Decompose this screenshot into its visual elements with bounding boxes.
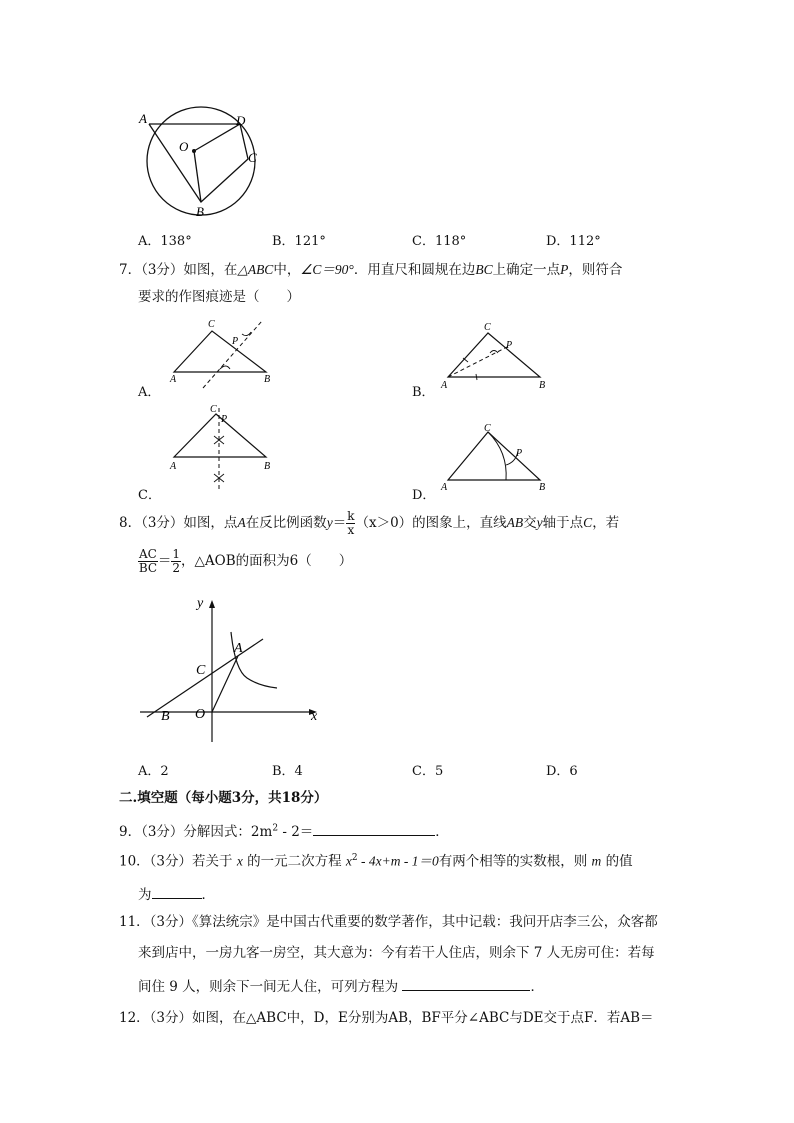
section-title-fill-blank: 二.填空题（每小题3分，共18分） xyxy=(119,790,328,806)
svg-text:y: y xyxy=(197,596,204,611)
q12-stem-line1: 12．（3分）如图，在△ABC中，D，E分别为AB，BF平分∠ABC与DE交于点F．若AB＝ xyxy=(119,1010,654,1026)
q10-stem-line2: 为 ． xyxy=(138,887,215,903)
q6-ob xyxy=(194,151,201,202)
svg-text:C: C xyxy=(484,423,491,434)
q8-stem: 8．（3分）如图，点A在反比例函数y＝ $\frac{k}{x}$ （x＞0）的图象上，直线AB交y轴于点C，若 xyxy=(119,509,620,537)
q6-option-a[interactable]: A．138° xyxy=(138,234,192,249)
q6-label-c: C xyxy=(248,150,257,165)
q6-circle-figure xyxy=(130,105,270,220)
svg-text:A: A xyxy=(441,380,448,390)
svg-text:A: A xyxy=(441,482,448,493)
svg-text:A: A xyxy=(234,641,243,656)
q6-label-a: A xyxy=(139,111,147,126)
q6-label-d: D xyxy=(236,113,246,128)
q6-option-c[interactable]: C．118° xyxy=(412,234,467,249)
q11-stem-line1: 11．（3分）《算法统宗》是中国古代重要的数学著作，其中记载：我问开店李三公，众客都 xyxy=(119,914,658,930)
q10-answer-blank[interactable] xyxy=(152,886,202,899)
q8-fraction-k-x: $\frac{k}{x}$ xyxy=(347,509,355,537)
svg-text:O: O xyxy=(195,707,206,722)
q7-figure-a xyxy=(160,316,275,391)
q8-option-b[interactable]: B．4 xyxy=(272,764,303,779)
q6-quad xyxy=(149,124,248,202)
q9-answer-blank[interactable] xyxy=(313,823,435,836)
svg-text:A: A xyxy=(170,461,177,472)
q7-option-c[interactable]: C． xyxy=(138,488,161,503)
q11-stem-line3: 间住 9 人，则余下一间无人住，可列方程为 ． xyxy=(138,979,544,995)
svg-text:A: A xyxy=(170,374,177,385)
q11-stem-line2: 来到店中，一房九客一房空，其大意为：今有若干人住店，则余下 7 人无房可住：若每 xyxy=(138,945,655,961)
svg-text:P: P xyxy=(232,336,239,347)
q11-answer-blank[interactable] xyxy=(402,978,530,991)
q8-coordinate-figure xyxy=(135,590,335,750)
svg-text:B: B xyxy=(264,461,271,472)
q7-figure-d xyxy=(436,420,551,495)
svg-text:C: C xyxy=(210,404,217,415)
svg-text:C: C xyxy=(208,319,215,330)
q8-line-ab xyxy=(147,639,263,717)
svg-text:C: C xyxy=(484,322,491,333)
svg-text:C: C xyxy=(196,663,206,678)
q8-ratio-fraction: $\frac{AC}{BC}$ xyxy=(138,547,158,575)
svg-text:P: P xyxy=(516,448,523,459)
q6-label-o: O xyxy=(179,139,189,154)
q10-stem: 10．（3分）若关于 x 的一元二次方程 $x^2 - 4x+m - 1=0$有两个相等的实数根，则 m 的值 xyxy=(119,853,633,870)
q8-half-fraction: $\frac{1}{2}$ xyxy=(172,547,180,575)
svg-text:P: P xyxy=(506,340,513,351)
q6-option-b[interactable]: B．121° xyxy=(272,234,326,249)
q7-option-b[interactable]: B． xyxy=(412,385,435,400)
q9-stem: 9．（3分）分解因式：$2m^2 - 2=$ ． xyxy=(119,823,449,840)
q7-stem-line2: 要求的作图痕迹是（ ） xyxy=(138,289,300,305)
svg-text:P: P xyxy=(221,414,228,425)
q7-option-a[interactable]: A． xyxy=(138,385,161,400)
q7-figure-b xyxy=(436,318,551,390)
q6-oa xyxy=(194,124,240,151)
q8-stem-line2: $\frac{AC}{BC}$ ＝ $\frac{1}{2}$ ，△AOB的面积为6（ ） xyxy=(138,547,353,575)
svg-text:B: B xyxy=(539,482,546,493)
q8-option-a[interactable]: A．2 xyxy=(138,764,169,779)
q7-stem: 7．（3分）如图，在△ABC中，∠C＝90°．用直尺和圆规在边BC上确定一点P，则符合 xyxy=(119,262,623,278)
q7-figure-c xyxy=(160,400,275,495)
svg-text:B: B xyxy=(161,709,170,724)
svg-text:x: x xyxy=(311,709,318,724)
svg-text:B: B xyxy=(264,374,271,385)
q6-label-b: B xyxy=(196,204,204,219)
q6-center-dot xyxy=(192,149,196,153)
q6-option-d[interactable]: D．112° xyxy=(546,234,601,249)
q8-option-d[interactable]: D．6 xyxy=(546,764,578,779)
svg-text:B: B xyxy=(539,380,546,390)
q7-option-d[interactable]: D． xyxy=(412,488,436,503)
q8-option-c[interactable]: C．5 xyxy=(412,764,444,779)
